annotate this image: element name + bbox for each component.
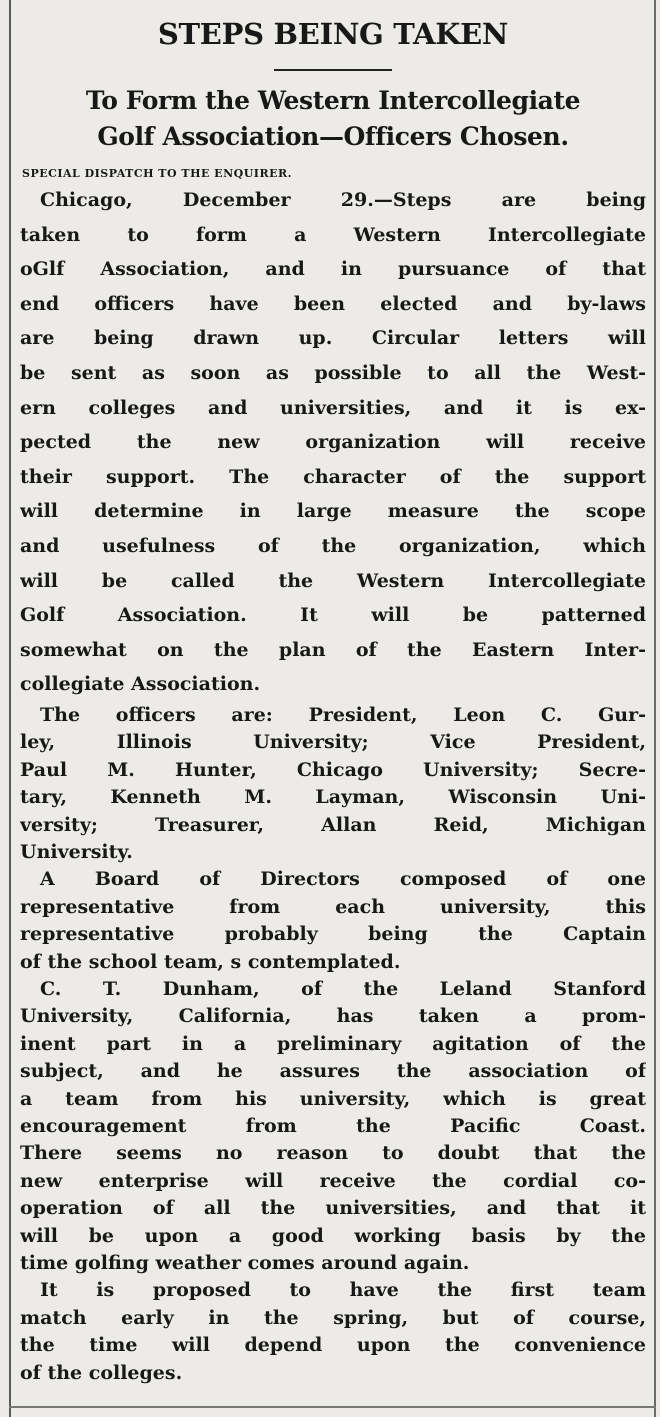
text-line: ley, Illinois University; Vice President,	[20, 731, 646, 754]
text-line: time golfing weather comes around again.	[20, 1252, 470, 1275]
text-line: subject, and he assures the association of	[20, 1060, 646, 1083]
text-line: oGlf Association, and in pursuance of that	[20, 258, 646, 281]
headline-divider	[274, 69, 392, 71]
text-line: the time will depend upon the convenience	[20, 1334, 646, 1357]
text-line: end officers have been elected and by-laws	[20, 292, 646, 315]
text-line: A Board of Directors composed of one	[40, 868, 646, 891]
dateline: SPECIAL DISPATCH TO THE ENQUIRER.	[22, 167, 292, 180]
text-line: taken to form a Western Intercollegiate	[20, 223, 646, 246]
text-line: of the school team, s contemplated.	[20, 950, 401, 973]
text-line: University.	[20, 840, 133, 863]
text-line: versity; Treasurer, Allan Reid, Michigan	[20, 813, 646, 836]
paragraph-4	[20, 976, 646, 1277]
text-line: tary, Kenneth M. Layman, Wisconsin Uni-	[20, 786, 646, 809]
text-line: The officers are: President, Leon C. Gur-	[40, 703, 646, 726]
paragraph-2	[20, 702, 646, 866]
text-line: ern colleges and universities, and it is ex-	[20, 396, 646, 419]
text-line: C. T. Dunham, of the Leland Stanford	[40, 977, 646, 1000]
headline: STEPS BEING TAKEN	[157, 17, 509, 51]
column-rule-left	[9, 0, 11, 1417]
text-line: encouragement from the Pacific Coast.	[20, 1115, 646, 1137]
text-line: will be called the Western Intercollegiate	[20, 569, 646, 592]
text-line: be sent as soon as possible to all the West-	[20, 361, 646, 384]
paragraph-1	[20, 183, 646, 702]
paragraph-5	[20, 1277, 646, 1387]
text-line: and usefulness of the organization, which	[20, 534, 646, 557]
text-line: collegiate Association.	[20, 673, 261, 696]
text-line: There seems no reason to doubt that the	[20, 1142, 646, 1165]
text-line: University, California, has taken a prom-	[20, 1005, 646, 1028]
text-line: Golf Association. It will be patterned	[20, 604, 646, 627]
text-line: of the colleges.	[20, 1361, 183, 1384]
text-line: their support. The character of the support	[20, 465, 646, 488]
paragraph-3	[20, 866, 646, 976]
text-line: a team from his university, which is great	[20, 1087, 646, 1110]
text-line: new enterprise will receive the cordial co-	[20, 1169, 646, 1192]
text-line: representative from each university, this	[20, 895, 646, 918]
article-column	[20, 0, 646, 1387]
column-rule-bottom	[9, 1406, 656, 1408]
text-line: pected the new organization will receive	[20, 431, 646, 454]
text-line: Paul M. Hunter, Chicago University; Secre-	[20, 758, 646, 781]
text-line: inent part in a preliminary agitation of the	[20, 1032, 646, 1055]
text-line: will determine in large measure the scope	[20, 500, 646, 523]
text-line: It is proposed to have the first team	[40, 1279, 646, 1302]
text-line: will be upon a good working basis by the	[20, 1224, 646, 1247]
text-line: operation of all the universities, and that it	[20, 1197, 646, 1220]
subheadline-line-1: To Form the Western Intercollegiate	[85, 86, 581, 115]
text-line: Chicago, December 29.—Steps are being	[40, 189, 646, 211]
text-line: match early in the spring, but of course,	[20, 1306, 646, 1329]
text-line: are being drawn up. Circular letters will	[20, 327, 646, 350]
subheadline-line-2: Golf Association—Officers Chosen.	[97, 122, 569, 151]
text-line: somewhat on the plan of the Eastern Inter-	[20, 638, 646, 661]
column-rule-right	[654, 0, 656, 1417]
text-line: representative probably being the Captain	[20, 923, 646, 946]
